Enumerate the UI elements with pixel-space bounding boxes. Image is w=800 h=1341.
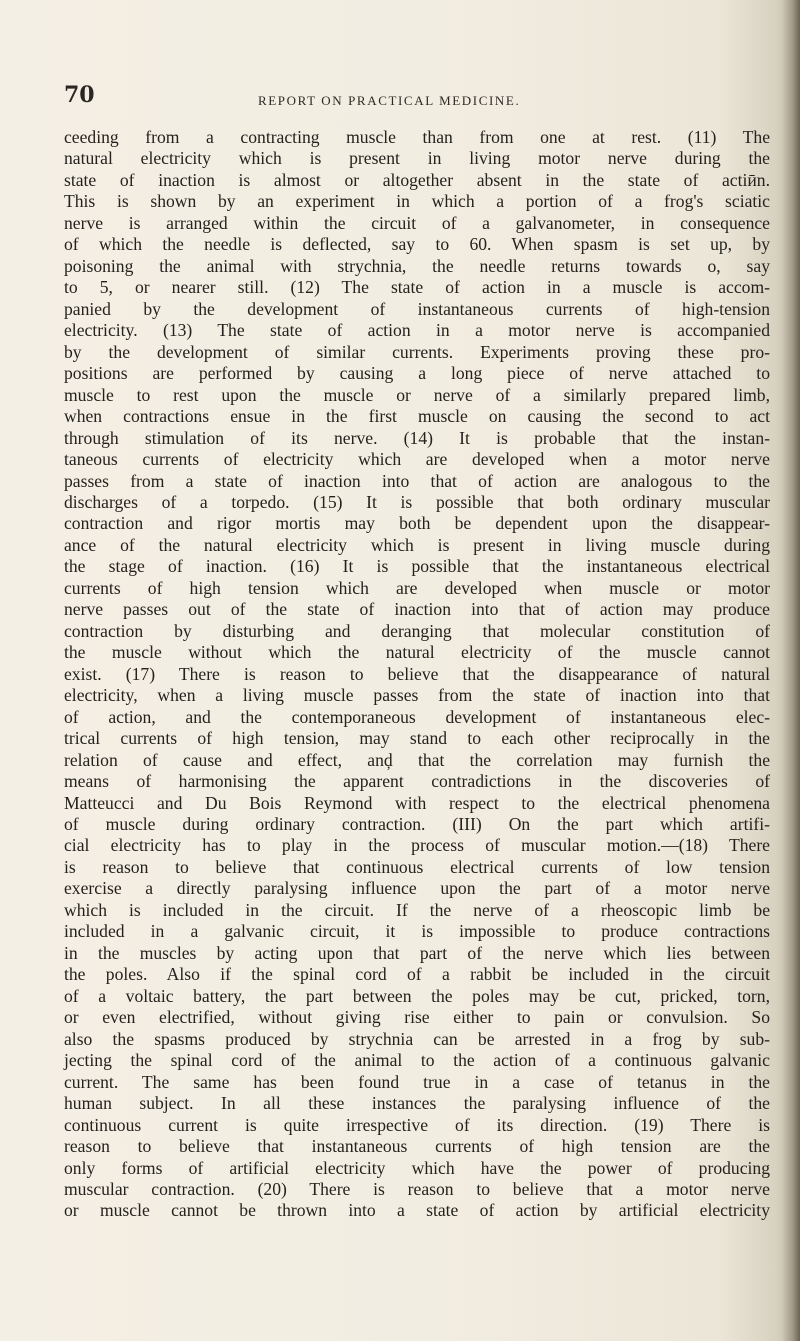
text-line: panied by the development of instantaneous currents of high-tension bbox=[64, 298, 770, 319]
text-line: muscular contraction. (20) There is reason to believe that a motor nerve bbox=[64, 1178, 770, 1199]
text-line: cial electricity has to play in the process of muscular motion.—(18) There bbox=[64, 835, 770, 856]
text-line: reason to believe that instantaneous currents of high tension are the bbox=[64, 1136, 770, 1157]
text-line: poisoning the animal with strychnia, the needle returns towards o, say bbox=[64, 255, 770, 276]
text-line: continuous current is quite irrespective of its direction. (19) There is bbox=[64, 1114, 770, 1135]
text-line: also the spasms produced by strychnia can be arrested in a frog by sub- bbox=[64, 1028, 770, 1049]
text-line: ance of the natural electricity which is present in living muscle during bbox=[64, 534, 770, 555]
text-line: which is included in the circuit. If the nerve of a rheoscopic limb be bbox=[64, 899, 770, 920]
page-edge-shadow bbox=[782, 0, 800, 1341]
text-line: taneous currents of electricity which are developed when a motor nerve bbox=[64, 449, 770, 470]
text-line: exercise a directly paralysing influence upon the part of a motor nerve bbox=[64, 878, 770, 899]
text-line: state of inaction is almost or altogether absent in the state of actiӣn. bbox=[64, 169, 770, 190]
text-line: is reason to believe that continuous electrical currents of low tension bbox=[64, 856, 770, 877]
text-line: trical currents of high tension, may stand to each other reciprocally in the bbox=[64, 728, 770, 749]
text-line: nerve passes out of the state of inaction into that of action may produce bbox=[64, 599, 770, 620]
text-line: when contractions ensue in the first muscle on causing the second to act bbox=[64, 406, 770, 427]
text-line: of which the needle is deflected, say to 60. When spasm is set up, by bbox=[64, 234, 770, 255]
text-line: to 5, or nearer still. (12) The state of action in a muscle is accom- bbox=[64, 277, 770, 298]
text-line: current. The same has been found true in a case of tetanus in the bbox=[64, 1071, 770, 1092]
text-line: This is shown by an experiment in which a portion of a frog's sciatic bbox=[64, 191, 770, 212]
text-line: the poles. Also if the spinal cord of a rabbit be included in the circuit bbox=[64, 964, 770, 985]
text-line: the muscle without which the natural electricity of the muscle cannot bbox=[64, 642, 770, 663]
text-line: Matteucci and Du Bois Reymond with respect to the electrical phenomena bbox=[64, 792, 770, 813]
body-text bbox=[64, 127, 770, 1222]
page-number: 70 bbox=[64, 82, 95, 108]
text-line: ceeding from a contracting muscle than from one at rest. (11) The bbox=[64, 127, 770, 147]
text-line: by the development of similar currents. Experiments proving these pro- bbox=[64, 341, 770, 362]
text-line: jecting the spinal cord of the animal to the action of a continuous galvanic bbox=[64, 1050, 770, 1071]
text-line: of action, and the contemporaneous development of instantaneous elec- bbox=[64, 706, 770, 727]
running-head: REPORT ON PRACTICAL MEDICINE. bbox=[258, 93, 521, 108]
text-line: currents of high tension which are developed when muscle or motor bbox=[64, 577, 770, 598]
text-line: natural electricity which is present in living motor nerve during the bbox=[64, 148, 770, 169]
text-line: electricity. (13) The state of action in a motor nerve is accompanied bbox=[64, 320, 770, 341]
text-line: human subject. In all these instances the paralysing influence of the bbox=[64, 1093, 770, 1114]
text-line: passes from a state of inaction into that of action are analogous to the bbox=[64, 470, 770, 491]
text-line: electricity, when a living muscle passes from the state of inaction into that bbox=[64, 685, 770, 706]
text-line: the stage of inaction. (16) It is possible that the instantaneous electrical bbox=[64, 556, 770, 577]
text-line: through stimulation of its nerve. (14) It is probable that the instan- bbox=[64, 427, 770, 448]
text-line: included in a galvanic circuit, it is impossible to produce contractions bbox=[64, 921, 770, 942]
text-line: or muscle cannot be thrown into a state of action by artificial electricity bbox=[64, 1200, 770, 1221]
text-line: of muscle during ordinary contraction. (III) On the part which artifi- bbox=[64, 814, 770, 834]
text-line: contraction by disturbing and deranging that molecular constitution of bbox=[64, 620, 770, 641]
text-line: of a voltaic battery, the part between the poles may be cut, pricked, torn, bbox=[64, 985, 770, 1006]
text-line: contraction and rigor mortis may both be dependent upon the disappear- bbox=[64, 513, 770, 534]
text-line: positions are performed by causing a long piece of nerve attached to bbox=[64, 363, 770, 384]
text-line: nerve is arranged within the circuit of a galvanometer, in consequence bbox=[64, 212, 770, 233]
text-line: muscle to rest upon the muscle or nerve of a similarly prepared limb, bbox=[64, 384, 770, 405]
text-line: or even electrified, without giving rise either to pain or convulsion. So bbox=[64, 1007, 770, 1028]
text-line: means of harmonising the apparent contradictions in the discoveries of bbox=[64, 771, 770, 792]
text-line: exist. (17) There is reason to believe that the disappearance of natural bbox=[64, 663, 770, 684]
text-line: in the muscles by acting upon that part of the nerve which lies between bbox=[64, 942, 770, 963]
text-line: relation of cause and effect, anḑ that the correlation may furnish the bbox=[64, 749, 770, 770]
text-line: only forms of artificial electricity which have the power of producing bbox=[64, 1157, 770, 1178]
text-line: discharges of a torpedo. (15) It is possible that both ordinary muscular bbox=[64, 491, 770, 512]
